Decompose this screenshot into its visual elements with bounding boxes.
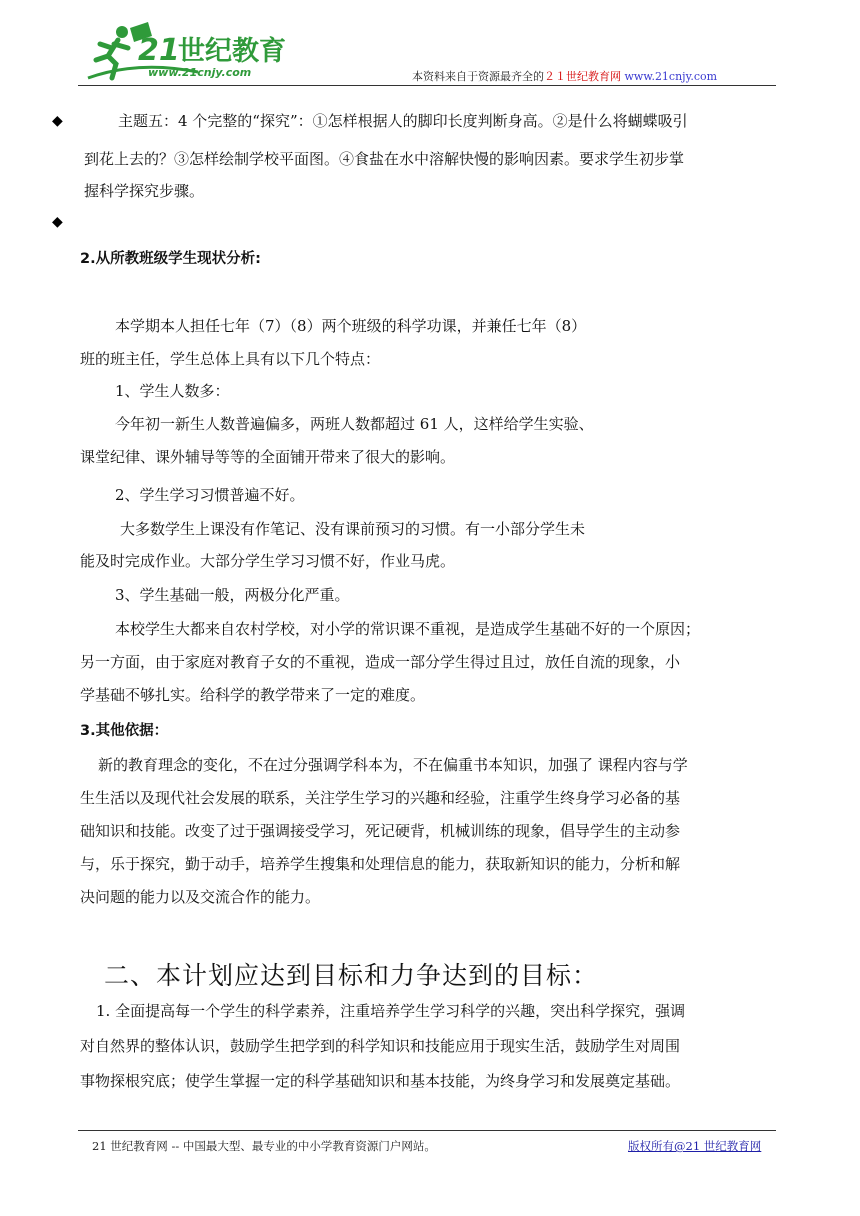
intro-line-1: 本学期本人担任七年（7）（8）两个班级的科学功课，并兼任七年（8）	[115, 317, 587, 335]
svg-text:世纪教育: 世纪教育	[178, 36, 286, 67]
goal-line-3: 事物探根究底；使学生掌握一定的科学基础知识和基本技能，为终身学习和发展奠定基础。	[80, 1072, 681, 1090]
header-source-note	[412, 68, 717, 84]
point3-title: 3、学生基础一般，两极分化严重。	[115, 586, 350, 604]
svg-text:www.21cnjy.com: www.21cnjy.com	[148, 66, 252, 79]
runner-logo-icon	[78, 20, 303, 84]
point2-title: 2、学生学习习惯普遍不好。	[115, 486, 305, 504]
header-note-site: ２１世纪教育网	[544, 70, 621, 83]
subheading-other-basis: 3.其他依据：	[80, 723, 169, 739]
point2-line-2: 能及时完成作业。大部分学生学习习惯不好，作业马虎。	[80, 552, 456, 570]
svg-text:21: 21	[138, 33, 180, 68]
other-line-4: 与，乐于探究，勤于动手，培养学生搜集和处理信息的能力，获取新知识的能力，分析和解	[80, 855, 681, 873]
point3-line-1: 本校学生大都来自农村学校，对小学的常识课不重视，是造成学生基础不好的一个原因；	[115, 620, 701, 638]
site-logo	[78, 20, 303, 84]
subheading-student-analysis: 2.从所教班级学生现状分析:	[80, 251, 261, 267]
header-divider	[78, 85, 776, 86]
other-line-1: 新的教育理念的变化，不在过分强调学科本为，不在偏重书本知识，加强了 课程内容与学	[98, 756, 688, 774]
section-heading-goals: 二、本计划应达到目标和力争达到的目标：	[104, 961, 599, 990]
other-line-5: 决问题的能力以及交流合作的能力。	[80, 888, 321, 906]
header-note-prefix: 本资料来自于资源最齐全的	[412, 70, 544, 83]
header-note-url[interactable]: www.21cnjy.com	[624, 70, 718, 83]
bullet-diamond: ◆	[52, 113, 63, 129]
theme5-line-1: 主题五：4 个完整的“探究”：①怎样根据人的脚印长度判断身高。②是什么将蝴蝶吸引	[118, 112, 688, 130]
intro-line-2: 班的班主任，学生总体上具有以下几个特点：	[80, 350, 381, 368]
point1-line-1: 今年初一新生人数普遍偏多，两班人数都超过 61 人，这样给学生实验、	[115, 415, 594, 433]
theme5-line-2: 到花上去的？③怎样绘制学校平面图。④食盐在水中溶解快慢的影响因素。要求学生初步掌	[84, 150, 685, 168]
point3-line-2: 另一方面，由于家庭对教育子女的不重视，造成一部分学生得过且过，放任自流的现象，小	[80, 653, 681, 671]
goal-line-2: 对自然界的整体认识，鼓励学生把学到的科学知识和技能应用于现实生活，鼓励学生对周围	[80, 1037, 681, 1055]
bullet-diamond: ◆	[52, 214, 63, 230]
point2-line-1: 大多数学生上课没有作笔记、没有课前预习的习惯。有一小部分学生未	[120, 520, 586, 538]
footer-site-description: 21 世纪教育网 -- 中国最大型、最专业的中小学教育资源门户网站。	[92, 1139, 436, 1153]
other-line-2: 生生活以及现代社会发展的联系，关注学生学习的兴趣和经验，注重学生终身学习必备的基	[80, 789, 681, 807]
point1-title: 1、学生人数多：	[115, 382, 230, 400]
other-line-3: 础知识和技能。改变了过于强调接受学习，死记硬背，机械训练的现象，倡导学生的主动参	[80, 822, 681, 840]
goal-line-1: 1. 全面提高每一个学生的科学素养，注重培养学生学习科学的兴趣，突出科学探究，强调	[96, 1002, 686, 1020]
footer-copyright-link[interactable]: 版权所有@21 世纪教育网	[628, 1139, 762, 1153]
footer-divider	[78, 1130, 776, 1131]
point3-line-3: 学基础不够扎实。给科学的教学带来了一定的难度。	[80, 686, 426, 704]
point1-line-2: 课堂纪律、课外辅导等等的全面铺开带来了很大的影响。	[80, 448, 456, 466]
theme5-line-3: 握科学探究步骤。	[84, 182, 205, 200]
